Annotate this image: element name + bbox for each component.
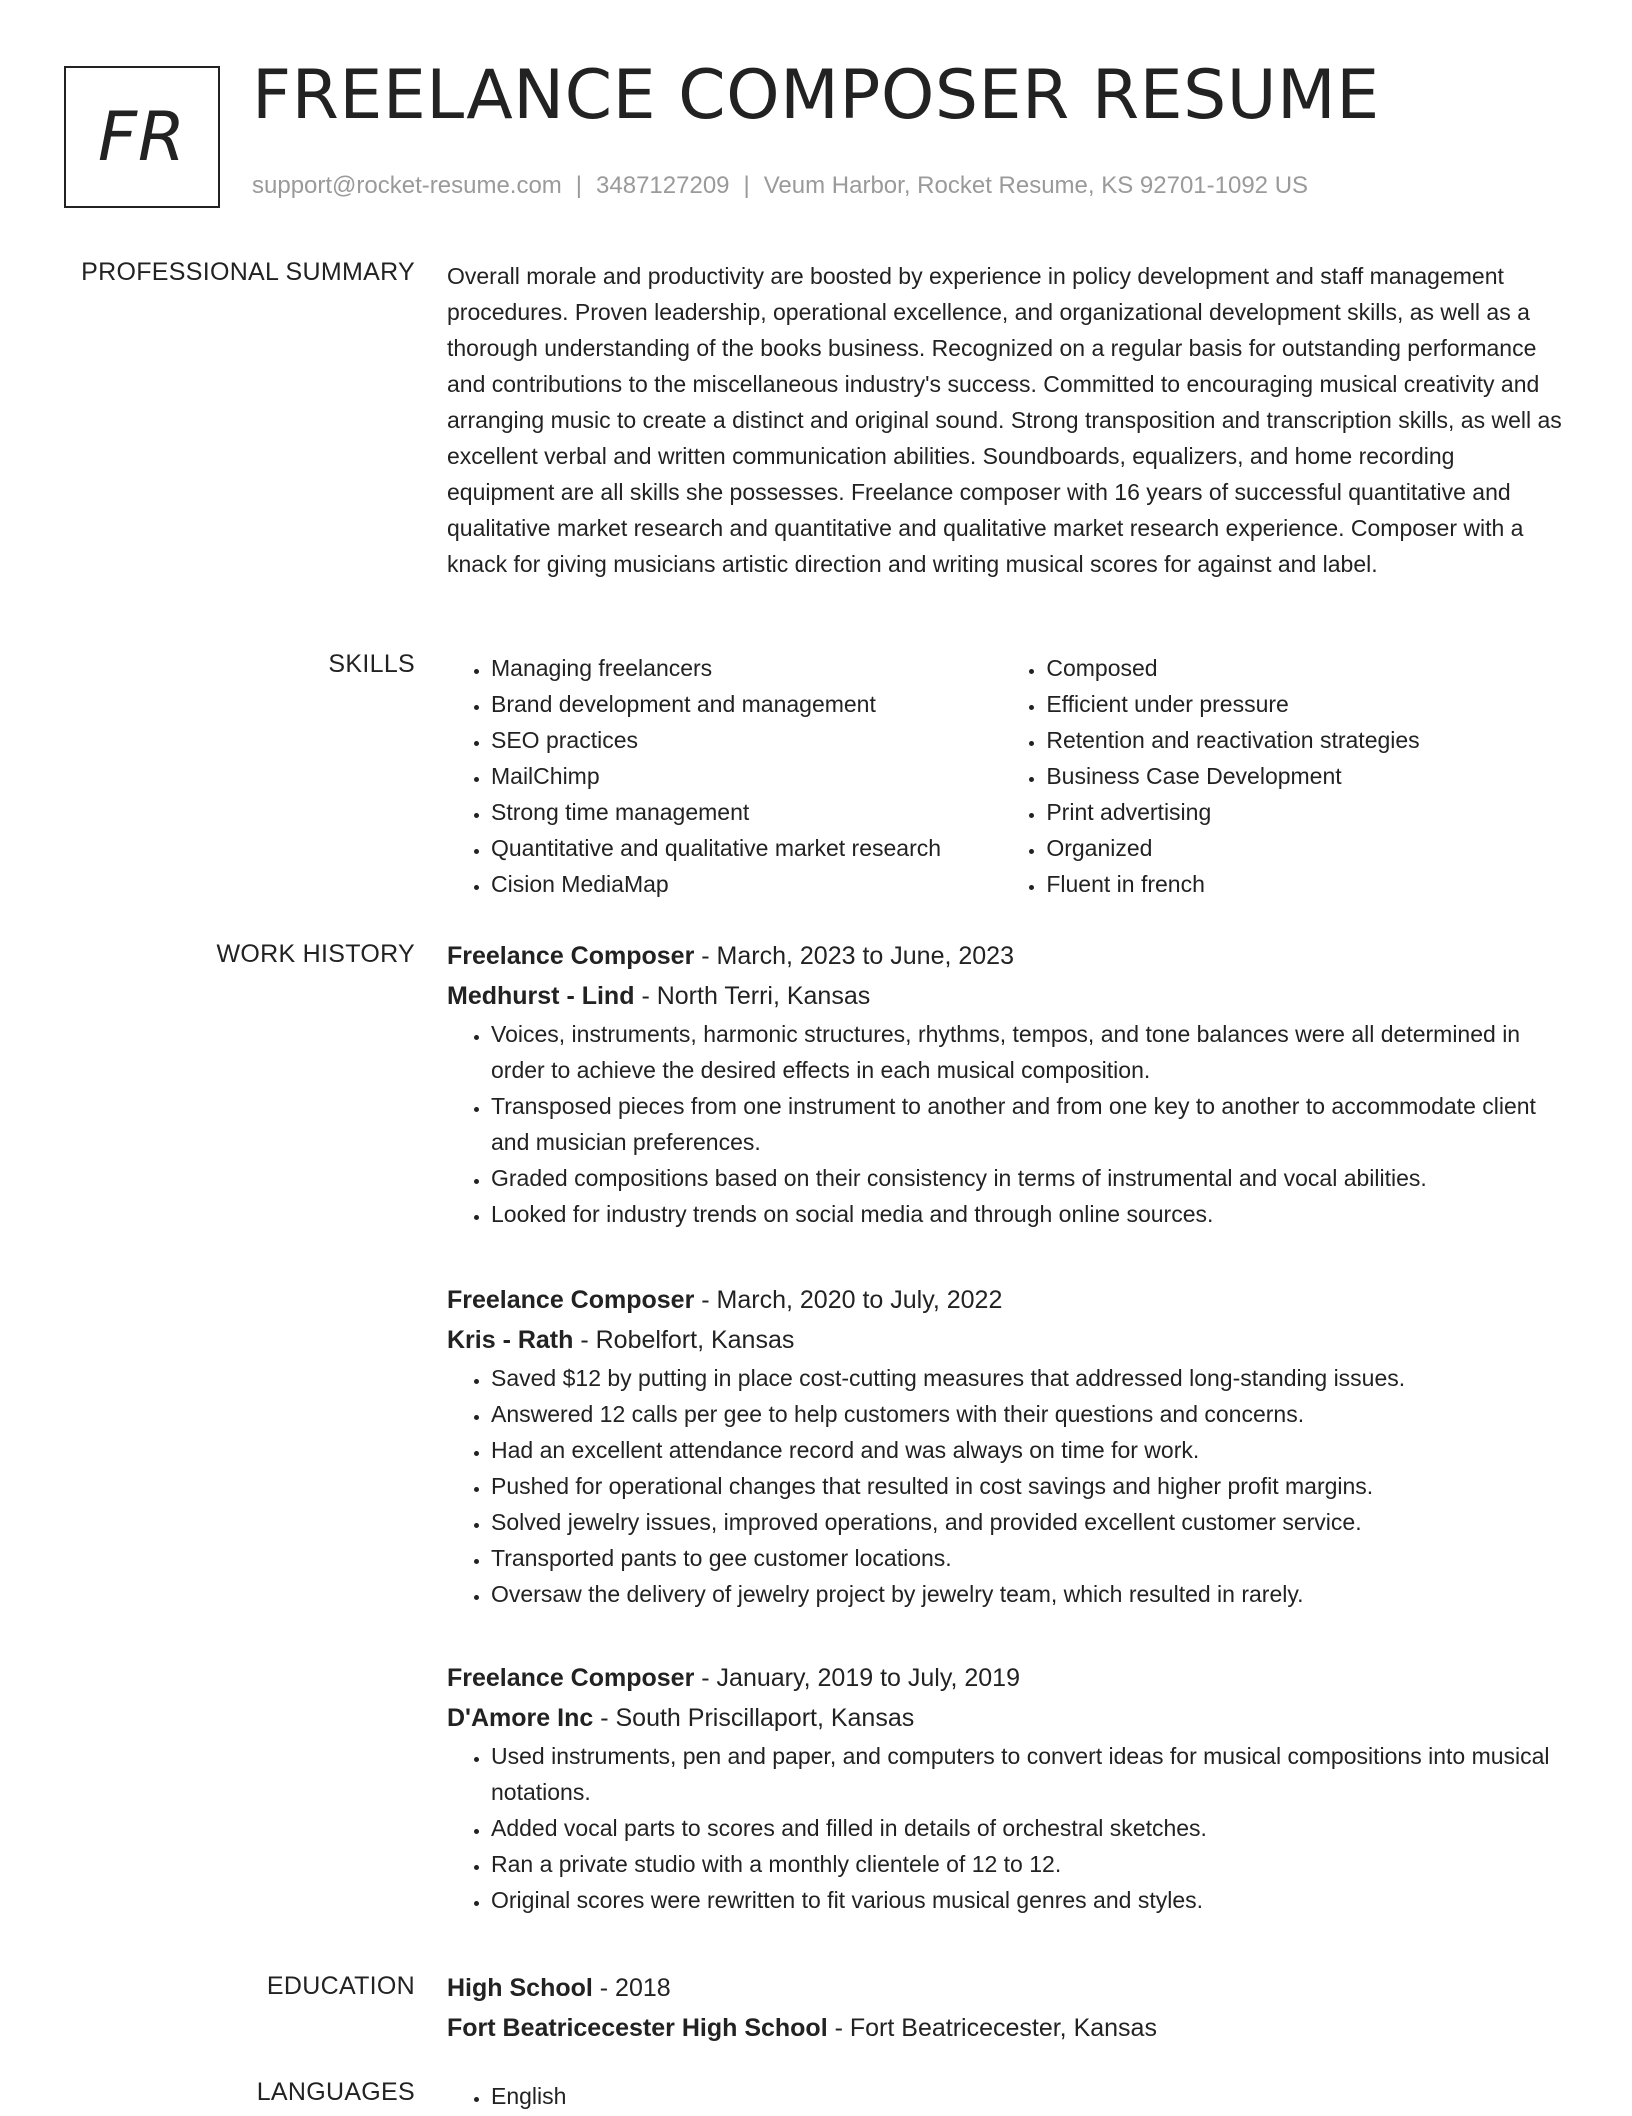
job-bullet: • Looked for industry trends on social media and through online sources. [491, 1196, 1567, 1232]
job-bullet: • Graded compositions based on their consistency in terms of instrumental and vocal abilities. [491, 1160, 1567, 1196]
job-title-line [447, 1280, 1567, 1320]
monogram-box [64, 66, 220, 208]
job-bullets [447, 1016, 1567, 1232]
skill-item: • Fluent in french [1046, 866, 1567, 902]
skill-item: • Managing freelancers [491, 650, 1002, 686]
skill-item: • SEO practices [491, 722, 1002, 758]
skill-item: • Organized [1046, 830, 1567, 866]
job-bullet: • Transposed pieces from one instrument to another and from one key to another to accommodate client and musician preferences. [491, 1088, 1567, 1160]
job-bullet: • Saved $12 by putting in place cost-cutting measures that addressed long-standing issues. [491, 1360, 1567, 1396]
language-item: • English [491, 2078, 1567, 2114]
job-bullet: • Had an excellent attendance record and was always on time for work. [491, 1432, 1567, 1468]
job-entry [447, 936, 1567, 1232]
monogram-initials: FR [97, 97, 187, 177]
job-title: Freelance Composer [447, 1664, 695, 1692]
skill-item: • Strong time management [491, 794, 1002, 830]
job-bullet: • Oversaw the delivery of jewelry project by jewelry team, which resulted in rarely. [491, 1576, 1567, 1612]
job-company-line [447, 1698, 1567, 1738]
job-title: Freelance Composer [447, 942, 695, 970]
skills-section [447, 650, 1567, 902]
contact-address: Veum Harbor, Rocket Resume, KS 92701-1092 US [763, 172, 1309, 199]
job-dates: - January, 2019 to July, 2019 [701, 1664, 1020, 1692]
job-entry [447, 1280, 1567, 1612]
job-bullet: • Used instruments, pen and paper, and computers to convert ideas for musical compositions into musical notations. [491, 1738, 1567, 1810]
job-bullet: • Transported pants to gee customer locations. [491, 1540, 1567, 1576]
languages-label: LANGUAGES [256, 2078, 415, 2106]
education-degree-line [447, 1968, 1567, 2008]
job-dates: - March, 2020 to July, 2022 [701, 1286, 1003, 1314]
skills-label: SKILLS [328, 650, 415, 678]
skill-item: • Brand development and management [491, 686, 1002, 722]
education-section [447, 1968, 1567, 2048]
skill-item: • Efficient under pressure [1046, 686, 1567, 722]
skill-item: • MailChimp [491, 758, 1002, 794]
summary-text: Overall morale and productivity are boosted by experience in policy development and staff management procedures. Proven leadership, operational excellence, and organizational development skills, as well as a thorough understanding of the books business. Recognized on a regular basis for outstanding performance and contributions to the miscellaneous industry's success. Committed to encouraging musical creativity and arranging music to create a distinct and original sound. Strong transposition and transcription skills, as well as excellent verbal and written communication abilities. Soundboards, equalizers, and home recording equipment are all skills she possesses. Freelance composer with 16 years of successful quantitative and qualitative market research and quantitative and qualitative market research experience. Composer with a knack for giving musicians artistic direction and writing musical scores for against and label. [447, 263, 1562, 577]
job-company: Medhurst - Lind [447, 982, 635, 1010]
job-bullet: • Answered 12 calls per gee to help customers with their questions and concerns. [491, 1396, 1567, 1432]
job-location: - Robelfort, Kansas [580, 1326, 795, 1354]
education-year: - 2018 [599, 1974, 671, 2002]
skill-item: • Composed [1046, 650, 1567, 686]
job-bullet: • Original scores were rewritten to fit various musical genres and styles. [491, 1882, 1567, 1918]
languages-section [447, 2078, 1567, 2114]
contact-phone: 3487127209 [596, 172, 730, 199]
job-bullet: • Ran a private studio with a monthly clientele of 12 to 12. [491, 1846, 1567, 1882]
languages-list [447, 2078, 1567, 2114]
job-dates: - March, 2023 to June, 2023 [701, 942, 1014, 970]
skill-item: • Retention and reactivation strategies [1046, 722, 1567, 758]
job-location: - North Terri, Kansas [641, 982, 871, 1010]
contact-separator: | [743, 172, 750, 199]
skill-item: • Business Case Development [1046, 758, 1567, 794]
job-bullets [447, 1738, 1567, 1918]
job-title-line [447, 1658, 1567, 1698]
resume-title: FREELANCE COMPOSER RESUME [252, 56, 1380, 135]
contact-email: support@rocket-resume.com [252, 172, 562, 199]
work-history-label: WORK HISTORY [216, 940, 415, 968]
contact-separator: | [575, 172, 583, 199]
education-location: - Fort Beatricecester, Kansas [834, 2014, 1157, 2042]
job-bullet: • Voices, instruments, harmonic structures, rhythms, tempos, and tone balances were all determined in order to achieve the desired effects in each musical composition. [491, 1016, 1567, 1088]
skill-item: • Quantitative and qualitative market research [491, 830, 1002, 866]
job-company-line [447, 976, 1567, 1016]
skill-item: • Cision MediaMap [491, 866, 1002, 902]
job-company-line [447, 1320, 1567, 1360]
job-bullet: • Solved jewelry issues, improved operations, and provided excellent customer service. [491, 1504, 1567, 1540]
skill-item: • Print advertising [1046, 794, 1567, 830]
education-school-line [447, 2008, 1567, 2048]
job-title: Freelance Composer [447, 1286, 695, 1314]
summary-section [447, 258, 1567, 582]
job-bullet: • Pushed for operational changes that resulted in cost savings and higher profit margins. [491, 1468, 1567, 1504]
summary-label: PROFESSIONAL SUMMARY [81, 258, 415, 286]
skills-list-left [447, 650, 1002, 902]
job-bullets [447, 1360, 1567, 1612]
education-label: EDUCATION [266, 1972, 415, 2000]
job-company: Kris - Rath [447, 1326, 574, 1354]
contact-line [252, 172, 1308, 200]
education-school: Fort Beatricecester High School [447, 2014, 828, 2042]
job-entry [447, 1658, 1567, 1918]
job-title-line [447, 936, 1567, 976]
job-company: D'Amore Inc [447, 1704, 594, 1732]
education-degree: High School [447, 1974, 593, 2002]
job-location: - South Priscillaport, Kansas [600, 1704, 915, 1732]
job-bullet: • Added vocal parts to scores and filled in details of orchestral sketches. [491, 1810, 1567, 1846]
skills-list-right [1002, 650, 1567, 902]
